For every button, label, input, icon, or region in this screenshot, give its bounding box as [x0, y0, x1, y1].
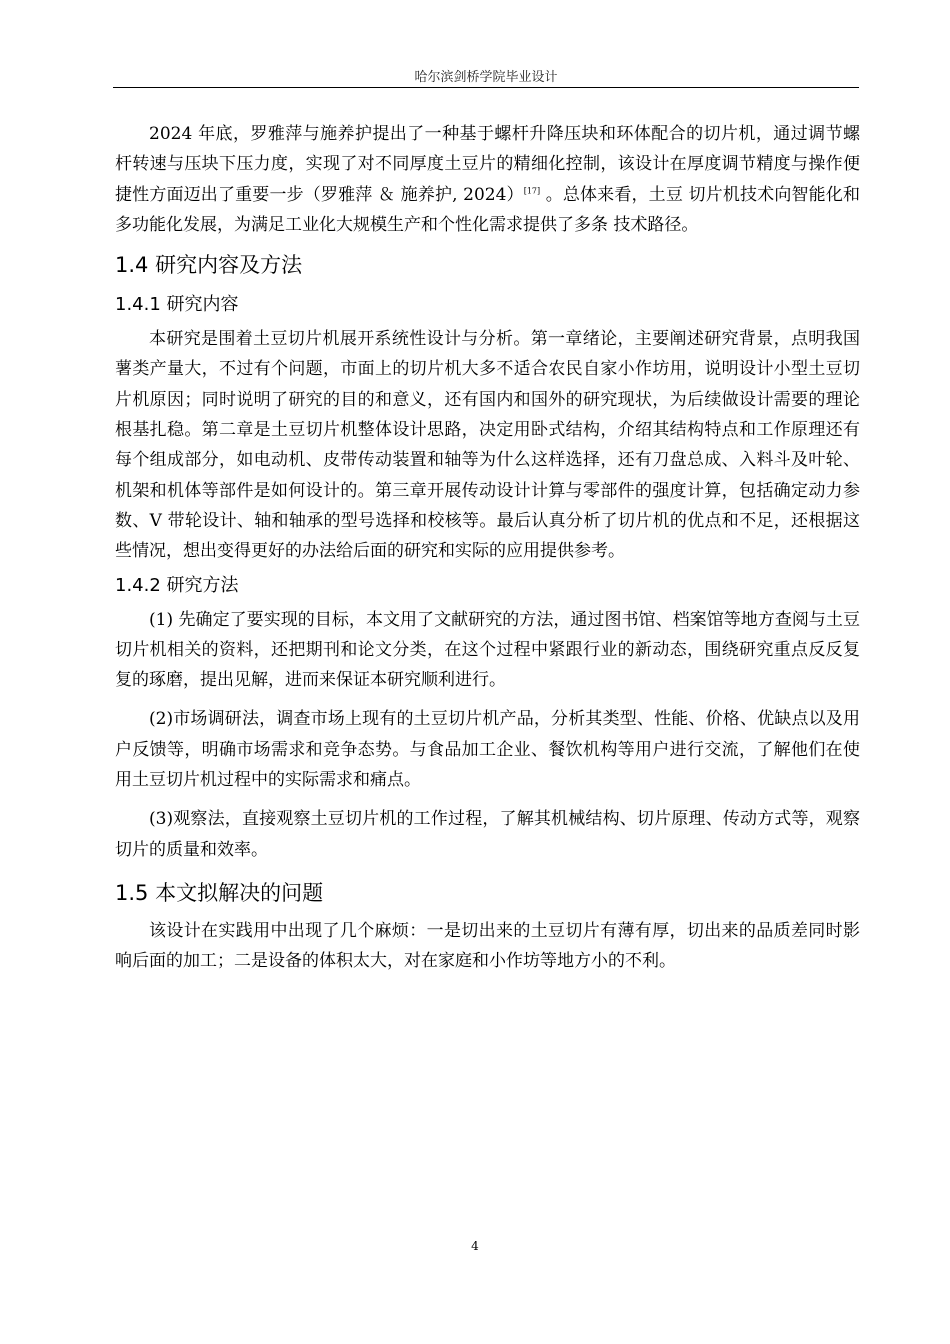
intro-paragraph [115, 119, 860, 240]
intro-text-a: 2024 年底，罗雅萍与施养护提出了一种基于螺杆升降压块和环体配合的切片机，通过调节螺杆转速与压块下压力度，实现了对不同厚度土豆片的精细化控制，该设计在厚度调节精度与操作便捷性方面迈出了重要一步（罗雅萍 ＆ 施养护, 2024） [115, 124, 860, 205]
page-body [115, 119, 860, 977]
intro-text-b: 。总体来看，土豆 切片机技术向智能化和多功能化发展，为满足工业化大规模生产和个性化需求提供了多条 技术路径。 [115, 184, 860, 235]
header-divider [113, 87, 859, 88]
section-1-4-heading: 1.4 研究内容及方法 [115, 253, 303, 278]
citation-17: [17] [523, 185, 541, 195]
method-item-1: (1) 先确定了要实现的目标，本文用了文献研究的方法，通过图书馆、档案馆等地方查阅与土豆切片机相关的资料，还把期刊和论文分类，在这个过程中紧跟行业的新动态，围绕研究重点反反复复的琢磨，提出见解，进而来保证本研究顺利进行。 [115, 609, 860, 691]
section-1-4-2-heading: 1.4.2 研究方法 [115, 574, 239, 596]
page-header: 哈尔滨剑桥学院毕业设计 [414, 70, 558, 85]
method-item-3: (3)观察法，直接观察土豆切片机的工作过程，了解其机械结构、切片原理、传动方式等，观察切片的质量和效率。 [115, 809, 860, 860]
page-number: 4 [471, 1239, 479, 1253]
section-1-5-heading: 1.5 本文拟解决的问题 [115, 880, 324, 905]
method-item-2: (2)市场调研法，调查市场上现有的土豆切片机产品，分析其类型、性能、价格、优缺点以及用户反馈等，明确市场需求和竞争态势。与食品加工企业、餐饮机构等用户进行交流，了解他们在使用土豆切片机过程中的实际需求和痛点。 [115, 709, 860, 791]
research-content-paragraph: 本研究是围着土豆切片机展开系统性设计与分析。第一章绪论，主要阐述研究背景，点明我国薯类产量大，不过有个问题，市面上的切片机大多不适合农民自家小作坊用，说明设计小型土豆切片机原因；同时说明了研究的目的和意义，还有国内和国外的研究现状，为后续做设计需要的理论根基扎稳。第二章是土豆切片机整体设计思路，决定用卧式结构，介绍其结构特点和工作原理还有每个组成部分，如电动机、皮带传动装置和轴等为什么这样选择，还有刀盘总成、入料斗及叶轮、机架和机体等部件是如何设计的。第三章开展传动设计计算与零部件的强度计算，包括确定动力参数、V 带轮设计、轴和轴承的型号选择和校核等。最后认真分析了切片机的优点和不足，还根据这些情况，想出变得更好的办法给后面的研究和实际的应用提供参考。 [115, 329, 860, 562]
problems-paragraph: 该设计在实践用中出现了几个麻烦：一是切出来的土豆切片有薄有厚，切出来的品质差同时影响后面的加工；二是设备的体积太大，对在家庭和小作坊等地方小的不利。 [115, 920, 860, 972]
section-1-4-1-heading: 1.4.1 研究内容 [115, 294, 239, 316]
